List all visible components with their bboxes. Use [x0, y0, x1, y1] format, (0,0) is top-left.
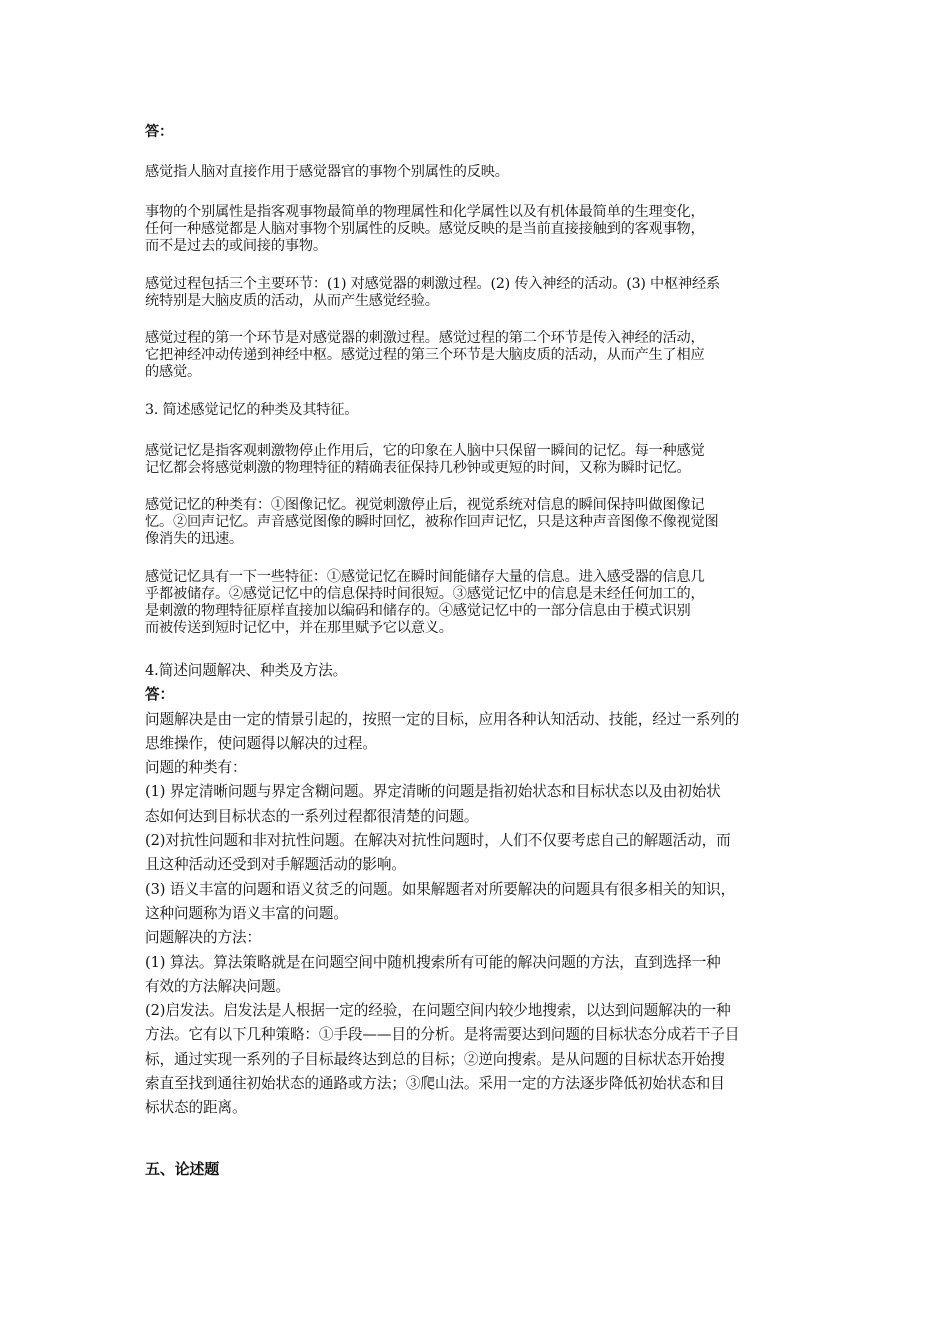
text-line: 问题解决是由一定的情景引起的，按照一定的目标，应用各种认知活动、技能，经过一系列的 [145, 710, 740, 728]
paragraph-sensory-memory-definition [145, 443, 810, 477]
text-line: 索直至找到通往初始状态的通路或方法；③爬山法。采用一定的方法逐步降低初始状态和目 [145, 1075, 725, 1093]
text-line: 这种问题称为语义丰富的问题。 [145, 904, 348, 922]
text-line: 它把神经冲动传递到神经中枢。感觉过程的第三个环节是大脑皮质的活动，从而产生了相应 [145, 347, 705, 363]
paragraph-sensory-memory-features [145, 569, 810, 637]
text-line: 记忆都会将感觉刺激的物理特征的精确表征保持几秒钟或更短的时间，又称为瞬时记忆。 [145, 460, 691, 476]
text-line: 感觉过程包括三个主要环节：(1) 对感觉器的刺激过程。(2) 传入神经的活动。(3) 中枢神经系 [145, 276, 720, 292]
text-line: 思维操作，使问题得以解决的过程。 [145, 734, 377, 752]
text-line: 问题解决的方法： [145, 929, 261, 947]
paragraph-sensation-process [145, 276, 810, 310]
text-line: (2)对抗性问题和非对抗性问题。在解决对抗性问题时，人们不仅要考虑自己的解题活动，而 [145, 832, 731, 850]
text-line: 感觉记忆的种类有：①图像记忆。视觉刺激停止后，视觉系统对信息的瞬间保持叫做图像记 [145, 497, 705, 513]
text-line: 像消失的迅速。 [145, 531, 243, 547]
text-line: 任何一种感觉都是人脑对事物个别属性的反映。感觉反映的是当前直接接触到的客观事物， [145, 221, 705, 237]
text-line: 方法。它有以下几种策略：①手段——目的分析。是将需要达到问题的目标状态分成若干子目 [145, 1026, 740, 1044]
text-line: 乎都被储存。②感觉记忆中的信息保持时间很短。③感觉记忆中的信息是未经任何加工的， [145, 586, 705, 602]
text-line: 态如何达到目标状态的一系列过程都很清楚的问题。 [145, 807, 479, 825]
paragraph-individual-attributes [145, 204, 810, 255]
text-line: 标，通过实现一系列的子目标最终达到总的目标；②逆向搜索。是从问题的目标状态开始搜 [145, 1050, 725, 1068]
text-line: (1) 算法。算法策略就是在问题空间中随机搜索所有可能的解决问题的方法，直到选择一种 [145, 953, 721, 971]
answer-label: 答： [145, 686, 174, 704]
question-3-heading: 3. 简述感觉记忆的种类及其特征。 [145, 402, 359, 418]
text-line: 有效的方法解决问题。 [145, 977, 290, 995]
paragraph-sensory-memory-types [145, 497, 810, 548]
text-line: 忆。②回声记忆。声音感觉图像的瞬时回忆，被称作回声记忆，只是这种声音图像不像视觉图 [145, 514, 719, 530]
text-line: 统特别是大脑皮质的活动，从而产生感觉经验。 [145, 293, 439, 309]
question-4-section [145, 659, 810, 1121]
text-line: 标状态的距离。 [145, 1099, 247, 1117]
question-4-heading: 4.简述问题解决、种类及方法。 [145, 662, 348, 679]
text-line: 感觉过程的第一个环节是对感觉器的刺激过程。感觉过程的第二个环节是传入神经的活动， [145, 330, 705, 346]
text-line: 而不是过去的或间接的事物。 [145, 238, 327, 254]
paragraph-sensation-definition: 感觉指人脑对直接作用于感觉器官的事物个别属性的反映。 [145, 164, 509, 180]
text-line: 事物的个别属性是指客观事物最简单的物理属性和化学属性以及有机体最简单的生理变化， [145, 204, 705, 220]
text-line: 而被传送到短时记忆中，并在那里赋予它以意义。 [145, 620, 453, 636]
text-line: (3) 语义丰富的问题和语义贫乏的问题。如果解题者对所要解决的问题具有很多相关的知识， [145, 880, 736, 898]
text-line: 是刺激的物理特征原样直接加以编码和储存的。④感觉记忆中的一部分信息由于模式识别 [145, 603, 691, 619]
text-line: 感觉记忆具有一下一些特征：①感觉记忆在瞬时间能储存大量的信息。进入感受器的信息几 [145, 569, 705, 585]
paragraph-process-steps [145, 330, 810, 381]
text-line: 且这种活动还受到对手解题活动的影响。 [145, 856, 406, 874]
text-line: 问题的种类有： [145, 759, 247, 777]
text-line: (1) 界定清晰问题与界定含糊问题。界定清晰的问题是指初始状态和目标状态以及由初始状 [145, 783, 721, 801]
text-line: (2)启发法。启发法是人根据一定的经验，在问题空间内较少地搜索，以达到问题解决的一种 [145, 1002, 731, 1020]
text-line: 的感觉。 [145, 364, 201, 380]
answer-label: 答： [145, 124, 173, 140]
text-line: 感觉记忆是指客观刺激物停止作用后，它的印象在人脑中只保留一瞬间的记忆。每一种感觉 [145, 443, 705, 459]
section-heading-five: 五、论述题 [145, 1160, 220, 1178]
